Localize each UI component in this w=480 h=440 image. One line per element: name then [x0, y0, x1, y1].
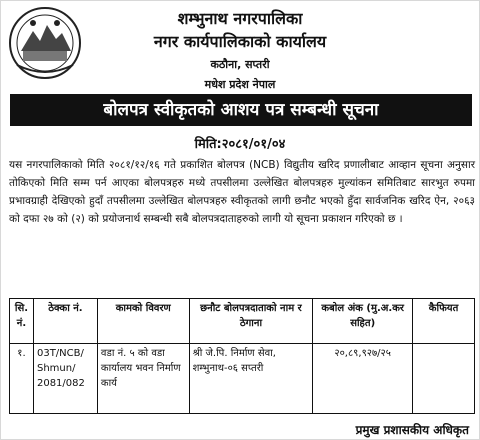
cell-amount: २०,८९,९२७/२५	[313, 344, 413, 414]
date-value: २०८१/०१/०४	[221, 137, 286, 152]
cell-description: वडा नं. ५ को वडा कार्यालय भवन निर्माण कार्य	[97, 344, 189, 414]
office-name: नगर कार्यपालिकाको कार्यालय	[153, 32, 327, 51]
col-header-contract-no: ठेक्का नं.	[33, 299, 97, 344]
col-header-description: कामको विवरण	[97, 299, 189, 344]
cell-sn: १.	[10, 344, 34, 414]
notice-title: बोलपत्र स्वीकृतको आशय पत्र सम्बन्धी सूचना	[10, 94, 472, 126]
notice-body: यस नगरपालिकाको मिति २०८१/१२/१६ गते प्रकाशित बोलपत्र (NCB) विद्युतीय खरिद प्रणालीबाट आव्हान सूचना अनुसार तोकिएको मिति सम्म पर्न आएका बोलपत्रहरु मध्ये तपसीलमा उल्लेखित बोलपत्रहरु मुल्यांकन समितिबाट सारभुत रुपमा प्रभावग्राही देखिएको हुदाँ तपसीलमा उल्लेखित बोलपत्रहरु स्वीकृतको लागी छनौट भएको हुँदा सार्वजनिक खरिद ऐन, २०६३ को दफा २७ को (२) को प्रयोजनार्थ सम्बन्धी सबै बोलपत्रदाताहरुको लागी यो सूचना प्रकाशन गरिएको छ ।	[9, 159, 475, 225]
cell-remarks	[413, 344, 475, 414]
table-header-row	[10, 299, 475, 344]
col-header-amount: कबोल अंक (मु.अ.कर सहित)	[313, 299, 413, 344]
office-address: कठौना, सप्तरी	[210, 58, 270, 71]
cell-contract-no: 03T/NCB/ Shmun/ 2081/082	[33, 344, 97, 414]
province-name: मधेश प्रदेश नेपाल	[204, 78, 276, 91]
tender-table	[9, 298, 475, 414]
municipality-name: शम्भुनाथ नगरपालिका	[177, 9, 303, 28]
signatory-title: प्रमुख प्रशासकीय अधिकृत	[355, 423, 469, 437]
table-row	[10, 344, 475, 414]
cell-bidder: श्री जे.पि. निर्माण सेवा, शम्भुनाथ-०६ सप्तरी	[189, 344, 313, 414]
notice-date	[1, 134, 479, 152]
col-header-sn: सि. नं.	[10, 299, 34, 344]
col-header-bidder: छनौट बोलपत्रदाताको नाम र ठेगाना	[189, 299, 313, 344]
date-label: मिति:	[194, 137, 222, 152]
col-header-remarks: कैफियत	[413, 299, 475, 344]
